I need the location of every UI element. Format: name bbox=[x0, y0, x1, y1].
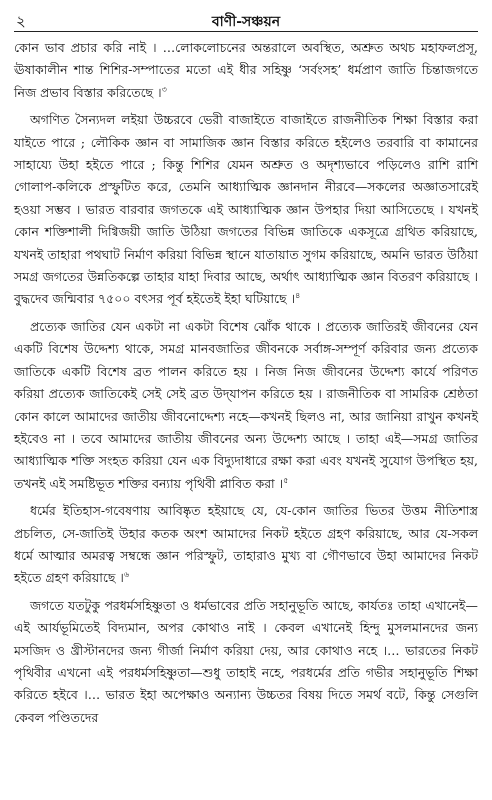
page-header bbox=[14, 6, 478, 32]
footnote-marker[interactable]: ৩ bbox=[161, 84, 167, 94]
paragraph-text: প্রত্যেক জাতির যেন একটা না একটা বিশেষ ঝোঁক থাকে । প্রত্যেক জাতিরই জীবনের যেন একটি বিশেষ উদ্দেশ্য থাকে, সমগ্র মানবজাতির জীবনকে সর্বাঙ্গ-সম্পূর্ণ করিবার জন্য প্রত্যেক জাতিকে একটি বিশেষ ব্রত পালন করিতে হয় । নিজ নিজ জীবনের উদ্দেশ্য কার্যে পরিণত করিয়া প্রত্যেক জাতিকেই সেই সেই ব্রত উদ্‌যাপন করিতে হয় । রাজনীতিক বা সামরিক শ্রেষ্ঠতা কোন কালে আমাদের জাতীয় জীবনোদ্দেশ্য নহে—কখনই ছিলও না, আর জানিয়া রাখুন কখনই হইবেও না । তবে আমাদের জাতীয় জীবনের অন্য উদ্দেশ্য আছে । তাহা এই—সমগ্র জাতির আধ্যাত্মিক শক্তি সংহত করিয়া যেন এক বিদ্যুদাধারে রক্ষা করা এবং যখনই সুযোগ উপস্থিত হয়, তখনই এই সমষ্টিভূত শক্তির বন্যায় পৃথিবী প্লাবিত করা । bbox=[14, 318, 478, 491]
paragraph-1 bbox=[14, 37, 478, 104]
footnote-marker[interactable]: ৪ bbox=[295, 291, 301, 301]
footnote-marker[interactable]: ৬ bbox=[123, 570, 130, 580]
running-title: বাণী-সঞ্চয়ন bbox=[211, 14, 281, 30]
header-rule bbox=[14, 31, 478, 32]
paragraph-4 bbox=[14, 500, 478, 590]
paragraph-text: জগতে যতটুকু পরধর্মসহিষ্ণুতা ও ধর্মভাবের প্রতি সহানুভূতি আছে, কার্যতঃ তাহা এখানেই—এই আর্যভূমিতেই বিদ্যমান, অপর কোথাও নাই । কেবল এখানেই হিন্দু মুসলমানদের জন্য মসজিদ ও খ্রীস্টানদের জন্য গীর্জা নির্মাণ করিয়া দেয়, আর কোথাও নহে ।… ভারতের নিকট পৃথিবীর এখনো এই পরধর্মসহিষ্ণুতা—শুধু তাহাই নহে, পরধর্মের প্রতি গভীর সহানুভূতি শিক্ষা করিতে হইবে ।… ভারত ইহা অপেক্ষাও অন্যান্য উচ্চতর বিষয় দিতে সমর্থ বটে, কিন্তু সেগুলি কেবল পণ্ডিতদের bbox=[14, 597, 478, 725]
footnote-marker[interactable]: ৫ bbox=[283, 475, 289, 485]
paragraph-text: কোন ভাব প্রচার করি নাই । …লোকলোচনের অন্তরালে অবস্থিত, অশ্রুত অথচ মহাফলপ্রসূ, ঊষাকালীন শান্ত শিশির-সম্পাতের মতো এই ধীর সহিষ্ণু ‘সর্বংসহ’ ধর্মপ্রাণ জাতি চিন্তাজগতে নিজ প্রভাব বিস্তার করিতেছে । bbox=[14, 40, 478, 100]
paragraph-text: অগণিত সৈন্যদল লইয়া উচ্চরবে ভেরী বাজাইতে বাজাইতে রাজনীতিক শিক্ষা বিস্তার করা যাইতে পারে ; লৌকিক জ্ঞান বা সামাজিক জ্ঞান বিস্তার করিতে হইলেও তরবারি বা কামানের সাহায্যে উহা হইতে পারে ; কিন্তু শিশির যেমন অশ্রুত ও অদৃশ্যভাবে পড়িলেও রাশি রাশি গোলাপ-কলিকে প্রস্ফুটিত করে, তেমনি আধ্যাত্মিক জ্ঞানদান নীরবে—সকলের অজ্ঞাতসারেই হওয়া সম্ভব । ভারত বারবার জগতকে এই আধ্যাত্মিক জ্ঞান উপহার দিয়া আসিতেছে । যখনই কোন শক্তিশালী দিগ্বিজয়ী জাতি উঠিয়া জগতের বিভিন্ন জাতিকে একসূত্রে গ্রথিত করিয়াছে, যখনই তাহারা পথঘাট নির্মাণ করিয়া বিভিন্ন স্থানে যাতায়াত সুগম করিয়াছে, অমনি ভারত উঠিয়া সমগ্র জগতের উন্নতিকল্পে তাহার যাহা দিবার আছে, অর্থাৎ আধ্যাত্মিক জ্ঞান বিতরণ করিয়াছে । বুদ্ধদেব জন্মিবার ৭৫০০ বৎসর পূর্ব হইতেই ইহা ঘটিয়াছে । bbox=[14, 112, 478, 307]
paragraph-5 bbox=[14, 595, 478, 729]
page-body bbox=[14, 37, 478, 729]
page-number: ২ bbox=[16, 12, 26, 30]
paragraph-2 bbox=[14, 109, 478, 311]
paragraph-3 bbox=[14, 316, 478, 495]
paragraph-text: ধর্মের ইতিহাস-গবেষণায় আবিষ্কৃত হইয়াছে যে, যে-কোন জাতির ভিতর উত্তম নীতিশাস্ত্র প্রচলিত, সে-জাতিই উহার কতক অংশ আমাদের নিকট হইতে গ্রহণ করিয়াছে, আর যে-সকল ধর্মে আত্মার অমরত্ব সম্বন্ধে জ্ঞান পরিস্ফুট, তাহারাও মুখ্য বা গৌণভাবে উহা আমাদের নিকট হইতে গ্রহণ করিয়াছে । bbox=[14, 503, 478, 586]
